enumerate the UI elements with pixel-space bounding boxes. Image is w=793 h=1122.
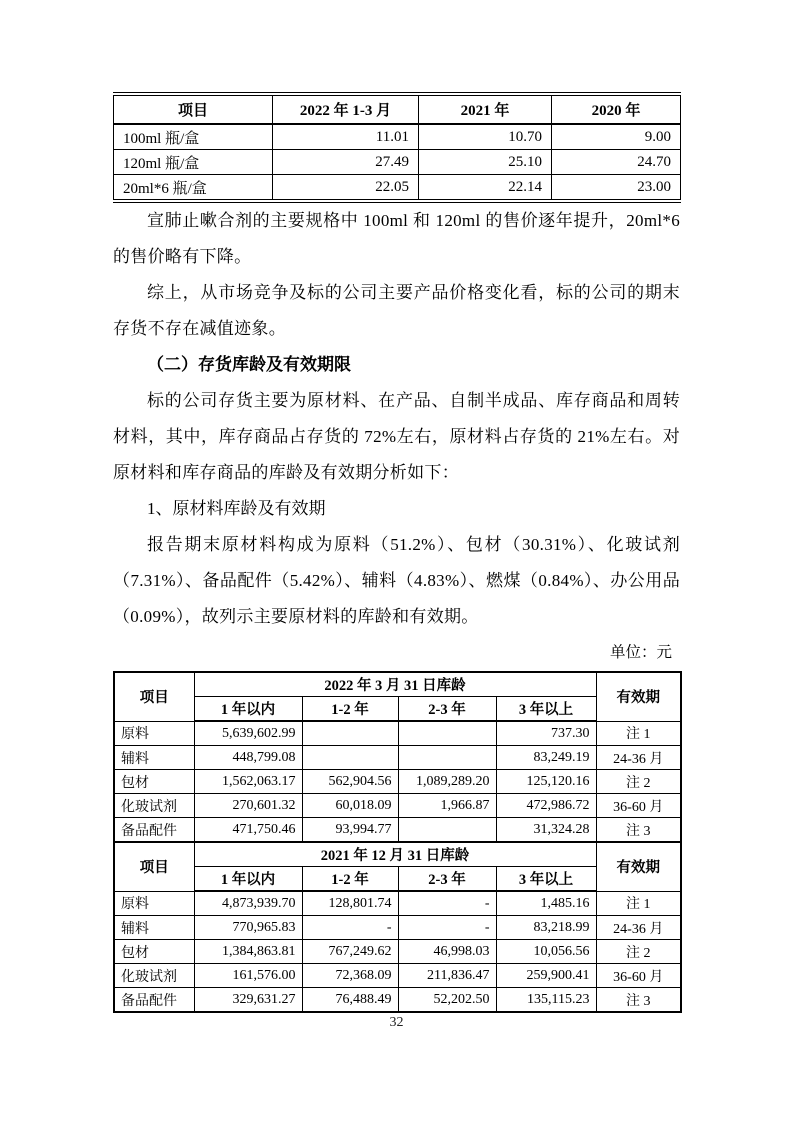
item-cell: 原料 <box>114 721 194 746</box>
col-header-cell: 1-2 年 <box>302 697 398 722</box>
value-cell: 472,986.72 <box>496 794 596 818</box>
value-cell: 1,485.16 <box>496 891 596 916</box>
validity-cell: 24-36 月 <box>596 746 681 770</box>
table-row <box>114 746 681 770</box>
price-table-header-2020: 2020 年 <box>552 94 681 124</box>
value-cell: 22.05 <box>273 175 419 202</box>
table-row <box>114 124 681 150</box>
table-row <box>114 940 681 964</box>
value-cell: 93,994.77 <box>302 818 398 843</box>
validity-cell: 注 2 <box>596 940 681 964</box>
validity-cell: 注 2 <box>596 770 681 794</box>
col-header-cell: 1-2 年 <box>302 867 398 892</box>
table-row <box>114 721 681 746</box>
value-cell: 27.49 <box>273 150 419 175</box>
item-cell: 化玻试剂 <box>114 794 194 818</box>
value-cell <box>302 746 398 770</box>
price-table-header-2021: 2021 年 <box>419 94 552 124</box>
value-cell: - <box>398 916 496 940</box>
paragraph-inventory-mix: 标的公司存货主要为原材料、在产品、自制半成品、库存商品和周转材料，其中，库存商品占存货的 72%左右，原材料占存货的 21%左右。对原材料和库存商品的库龄及有效期分析如下： <box>113 391 680 482</box>
aging-table <box>113 671 682 1013</box>
item-cell: 包材 <box>114 940 194 964</box>
value-cell: 52,202.50 <box>398 988 496 1013</box>
value-cell: 471,750.46 <box>194 818 302 843</box>
page-number: 32 <box>389 1015 404 1030</box>
value-cell: 24.70 <box>552 150 681 175</box>
col-header-cell: 1 年以内 <box>194 867 302 892</box>
table-row <box>114 150 681 175</box>
value-cell: 562,904.56 <box>302 770 398 794</box>
value-cell: - <box>398 891 496 916</box>
price-table <box>113 92 681 203</box>
value-cell: 60,018.09 <box>302 794 398 818</box>
value-cell: 135,115.23 <box>496 988 596 1013</box>
value-cell: 31,324.28 <box>496 818 596 843</box>
value-cell: 259,900.41 <box>496 964 596 988</box>
value-cell: 10,056.56 <box>496 940 596 964</box>
item-header-cell: 项目 <box>114 842 194 891</box>
value-cell <box>398 721 496 746</box>
item-cell: 原料 <box>114 891 194 916</box>
validity-cell: 注 3 <box>596 818 681 843</box>
value-cell: 4,873,939.70 <box>194 891 302 916</box>
item-cell: 100ml 瓶/盒 <box>114 124 273 150</box>
value-cell <box>398 746 496 770</box>
paragraph-conclusion: 综上，从市场竞争及标的公司主要产品价格变化看，标的公司的期末存货不存在减值迹象。 <box>113 283 680 338</box>
table-row <box>114 818 681 843</box>
value-cell: 1,562,063.17 <box>194 770 302 794</box>
validity-cell: 注 1 <box>596 891 681 916</box>
validity-cell: 注 3 <box>596 988 681 1013</box>
aging-subheader-row <box>114 867 681 892</box>
value-cell: 1,089,289.20 <box>398 770 496 794</box>
value-cell: 25.10 <box>419 150 552 175</box>
value-cell: 83,218.99 <box>496 916 596 940</box>
item-cell: 20ml*6 瓶/盒 <box>114 175 273 202</box>
value-cell: 128,801.74 <box>302 891 398 916</box>
table-row <box>114 794 681 818</box>
value-cell: 448,799.08 <box>194 746 302 770</box>
value-cell: 5,639,602.99 <box>194 721 302 746</box>
col-header-cell: 3 年以上 <box>496 697 596 722</box>
value-cell: 767,249.62 <box>302 940 398 964</box>
validity-header-cell: 有效期 <box>596 672 681 721</box>
value-cell: 46,998.03 <box>398 940 496 964</box>
price-table-header-2022: 2022 年 1-3 月 <box>273 94 419 124</box>
value-cell: 9.00 <box>552 124 681 150</box>
aging-header-row <box>114 842 681 867</box>
value-cell: 329,631.27 <box>194 988 302 1013</box>
value-cell: 125,120.16 <box>496 770 596 794</box>
item-header-cell: 项目 <box>114 672 194 721</box>
price-table-header-row <box>114 94 681 124</box>
table-row <box>114 988 681 1013</box>
sub-heading: 1、原材料库龄及有效期 <box>147 499 326 518</box>
value-cell: 76,488.49 <box>302 988 398 1013</box>
validity-cell: 注 1 <box>596 721 681 746</box>
value-cell: 770,965.83 <box>194 916 302 940</box>
col-header-cell: 2-3 年 <box>398 867 496 892</box>
paragraph-raw-materials: 报告期末原材料构成为原料（51.2%）、包材（30.31%）、化玻试剂（7.31%）、备品配件（5.42%）、辅料（4.83%）、燃煤（0.84%）、办公用品（0.09%），故列示主要原材料的库龄和有效期。 <box>113 535 680 626</box>
item-cell: 包材 <box>114 770 194 794</box>
value-cell: 10.70 <box>419 124 552 150</box>
col-header-cell: 2-3 年 <box>398 697 496 722</box>
value-cell: 11.01 <box>273 124 419 150</box>
value-cell: 211,836.47 <box>398 964 496 988</box>
value-cell: 1,384,863.81 <box>194 940 302 964</box>
validity-cell: 24-36 月 <box>596 916 681 940</box>
unit-label: 单位：元 <box>609 644 672 661</box>
aging-subheader-row <box>114 697 681 722</box>
col-header-cell: 3 年以上 <box>496 867 596 892</box>
value-cell: 1,966.87 <box>398 794 496 818</box>
validity-cell: 36-60 月 <box>596 964 681 988</box>
value-cell <box>302 721 398 746</box>
section-title-cell: 2022 年 3 月 31 日库龄 <box>194 672 596 697</box>
validity-header-cell: 有效期 <box>596 842 681 891</box>
aging-header-row <box>114 672 681 697</box>
table-row <box>114 770 681 794</box>
value-cell: 737.30 <box>496 721 596 746</box>
paragraph-price-trend: 宣肺止嗽合剂的主要规格中 100ml 和 120ml 的售价逐年提升，20ml*6 的售价略有下降。 <box>113 211 680 266</box>
section-heading: （二）存货库龄及有效期限 <box>147 355 351 374</box>
item-cell: 化玻试剂 <box>114 964 194 988</box>
value-cell: 22.14 <box>419 175 552 202</box>
price-table-header-item: 项目 <box>114 94 273 124</box>
table-row <box>114 916 681 940</box>
section-title-cell: 2021 年 12 月 31 日库龄 <box>194 842 596 867</box>
value-cell <box>398 818 496 843</box>
page-content <box>113 92 680 1013</box>
validity-cell: 36-60 月 <box>596 794 681 818</box>
table-row <box>114 175 681 202</box>
col-header-cell: 1 年以内 <box>194 697 302 722</box>
item-cell: 备品配件 <box>114 818 194 843</box>
item-cell: 辅料 <box>114 746 194 770</box>
value-cell: - <box>302 916 398 940</box>
item-cell: 120ml 瓶/盒 <box>114 150 273 175</box>
value-cell: 83,249.19 <box>496 746 596 770</box>
table-row <box>114 891 681 916</box>
item-cell: 备品配件 <box>114 988 194 1013</box>
table-row <box>114 964 681 988</box>
value-cell: 23.00 <box>552 175 681 202</box>
item-cell: 辅料 <box>114 916 194 940</box>
value-cell: 72,368.09 <box>302 964 398 988</box>
value-cell: 270,601.32 <box>194 794 302 818</box>
value-cell: 161,576.00 <box>194 964 302 988</box>
